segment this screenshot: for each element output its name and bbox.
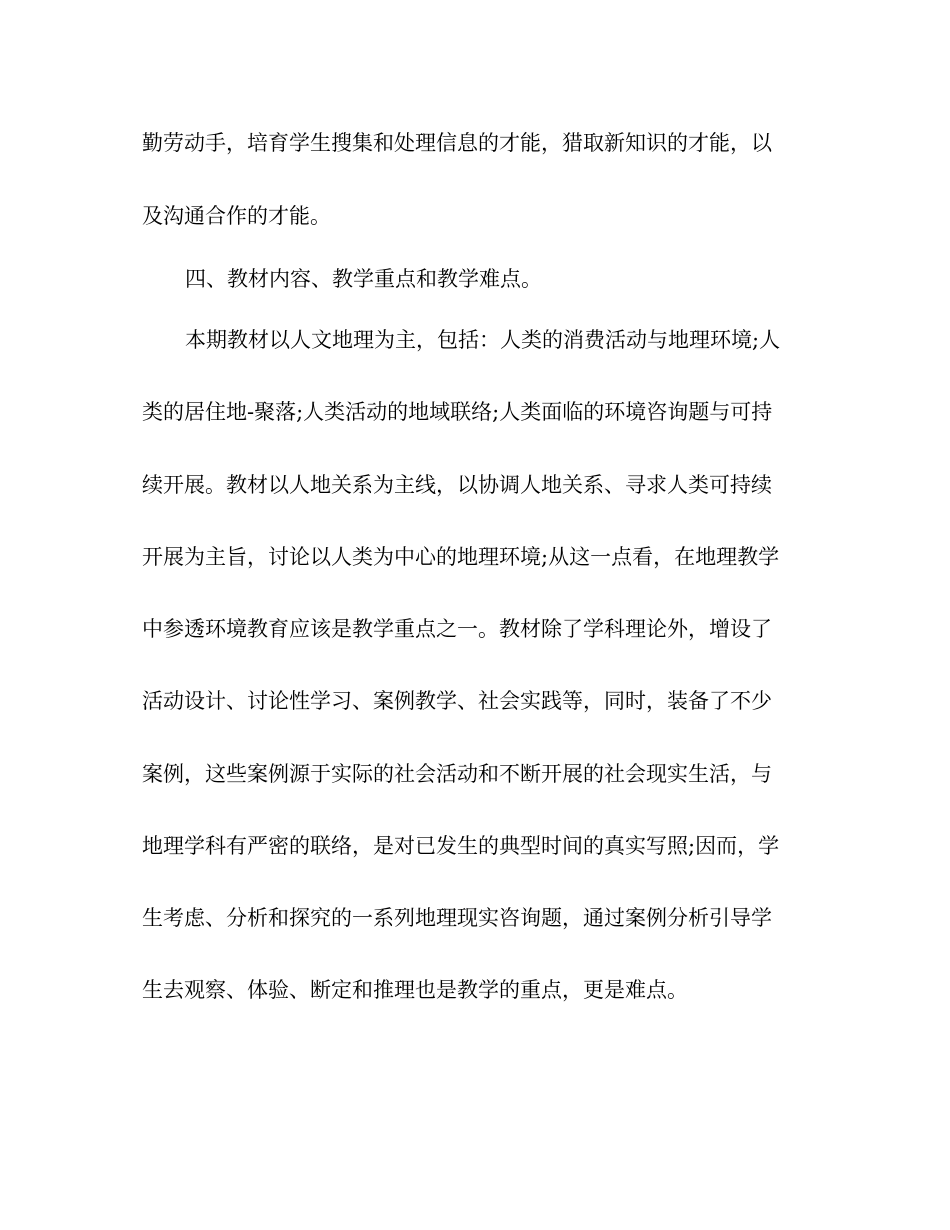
paragraph-line: 勤劳动手，培育学生搜集和处理信息的才能，猎取新知识的才能，以 bbox=[142, 131, 772, 155]
paragraph-line: 生去观察、体验、断定和推理也是教学的重点，更是难点。 bbox=[142, 978, 688, 1002]
paragraph-line: 中参透环境教育应该是教学重点之一。教材除了学科理论外，增设了 bbox=[142, 617, 772, 641]
paragraph-line: 活动设计、讨论性学习、案例教学、社会实践等，同时，装备了不少 bbox=[142, 689, 772, 713]
paragraph-line: 类的居住地-聚落;人类活动的地域联络;人类面临的环境咨询题与可持 bbox=[142, 400, 773, 424]
paragraph-line: 及沟通合作的才能。 bbox=[142, 204, 331, 228]
paragraph-line: 案例，这些案例源于实际的社会活动和不断开展的社会现实生活，与 bbox=[142, 762, 772, 786]
paragraph-line: 续开展。教材以人地关系为主线，以协调人地关系、寻求人类可持续 bbox=[142, 473, 772, 497]
paragraph-line: 生考虑、分析和探究的一系列地理现实咨询题，通过案例分析引导学 bbox=[142, 906, 772, 930]
paragraph-line: 地理学科有严密的联络，是对已发生的典型时间的真实写照;因而，学 bbox=[142, 834, 780, 858]
paragraph-line: 本期教材以人文地理为主，包括：人类的消费活动与地理环境;人 bbox=[185, 328, 781, 352]
section-heading: 四、教材内容、教学重点和教学难点。 bbox=[185, 267, 542, 291]
paragraph-line: 开展为主旨，讨论以人类为中心的地理环境;从这一点看，在地理教学 bbox=[142, 545, 780, 569]
